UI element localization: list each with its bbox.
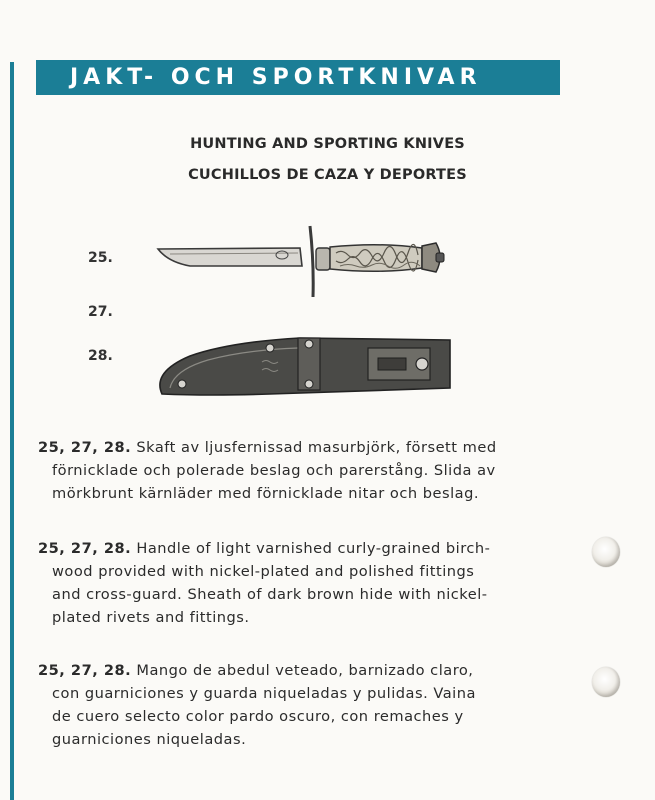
description-swedish [38, 436, 598, 505]
description-ref: 25, 27, 28. [38, 540, 132, 557]
description-line: plated rivets and fittings. [52, 609, 250, 626]
description-line: de cuero selecto color pardo oscuro, con remaches y [52, 708, 464, 725]
item-number-25: 25. [88, 250, 113, 266]
description-line: con guarniciones y guarda niqueladas y pulidas. Vaina [52, 685, 476, 702]
item-number-28: 28. [88, 348, 113, 364]
description-line: förnicklade och polerade beslag och parerstång. Slida av [52, 462, 496, 479]
description-ref: 25, 27, 28. [38, 662, 132, 679]
subtitle-english: HUNTING AND SPORTING KNIVES [190, 136, 465, 152]
item-number-27: 27. [88, 304, 113, 320]
description-line: mörkbrunt kärnläder med förnicklade nitar och beslag. [52, 485, 479, 502]
description-line: guarniciones niqueladas. [52, 731, 247, 748]
description-line: Mango de abedul veteado, barnizado claro, [136, 662, 474, 679]
binder-hole-icon [592, 667, 620, 697]
binder-hole-icon [592, 537, 620, 567]
description-line: and cross-guard. Sheath of dark brown hide with nickel- [52, 586, 488, 603]
section-banner [36, 60, 560, 95]
description-ref: 25, 27, 28. [38, 439, 132, 456]
description-english [38, 537, 598, 629]
banner-title: JAKT- OCH SPORTKNIVAR [70, 65, 482, 90]
subtitle-spanish: CUCHILLOS DE CAZA Y DEPORTES [188, 167, 467, 183]
knife-illustration [150, 222, 460, 302]
description-line: Skaft av ljusfernissad masurbjörk, försett med [136, 439, 497, 456]
sheath-illustration [150, 332, 460, 402]
description-line: Handle of light varnished curly-grained birch- [136, 540, 491, 557]
description-spanish [38, 659, 598, 751]
description-line: wood provided with nickel-plated and polished fittings [52, 563, 475, 580]
